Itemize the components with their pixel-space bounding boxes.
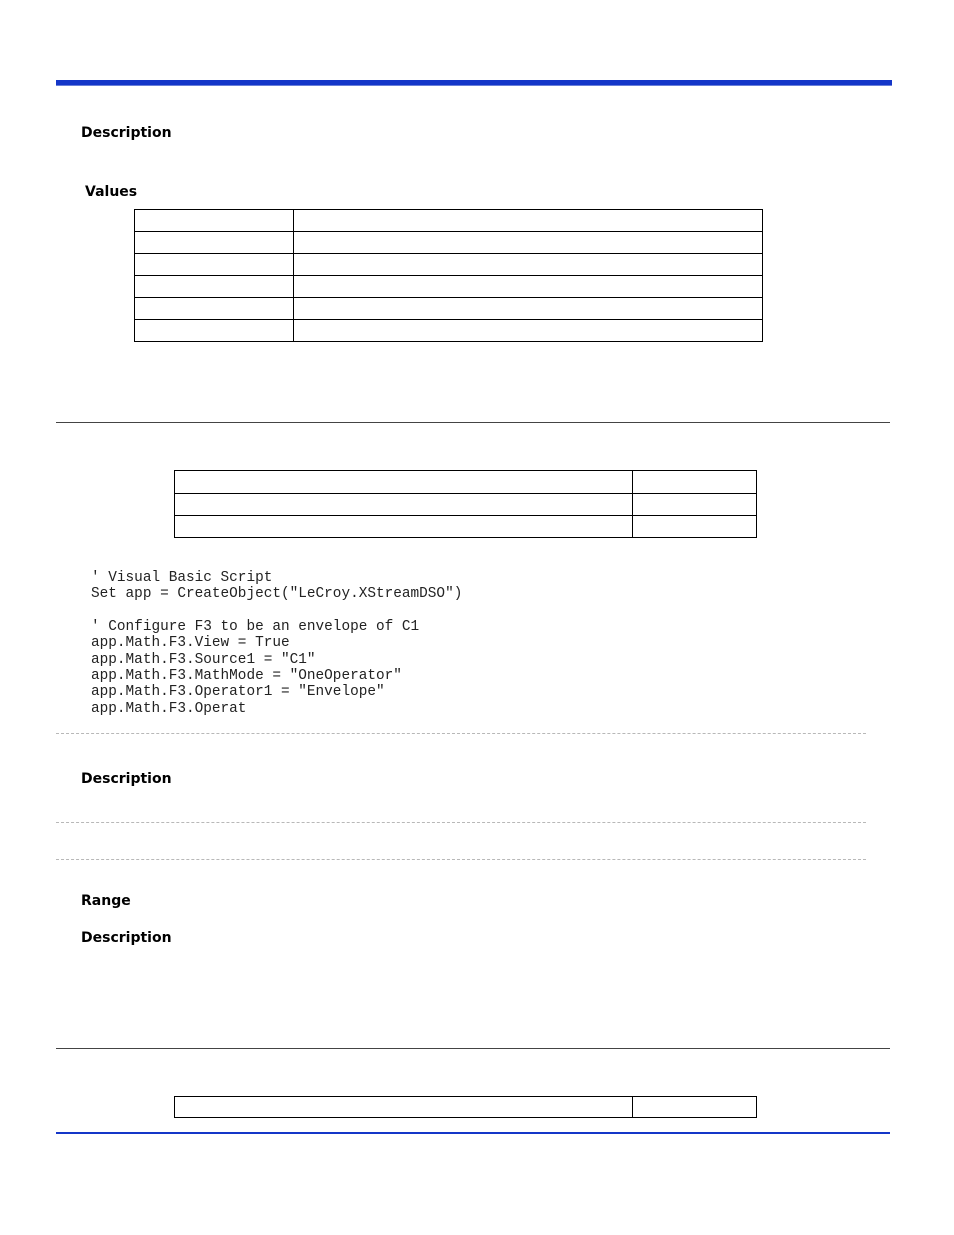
table-cell — [135, 276, 294, 298]
table-cell — [135, 320, 294, 342]
values-heading: Values — [85, 184, 138, 200]
description-heading-2: Description — [81, 771, 172, 787]
table-cell — [294, 298, 763, 320]
table-cell — [135, 210, 294, 232]
code-line: app.Math.F3.View = True — [91, 635, 290, 652]
section-divider — [56, 1048, 890, 1049]
table-cell — [175, 516, 633, 538]
table-cell — [294, 254, 763, 276]
dashed-divider — [56, 733, 866, 734]
footer-rule — [56, 1132, 890, 1134]
dashed-divider — [56, 822, 866, 823]
type-table — [174, 470, 757, 538]
description-heading-1: Description — [81, 125, 172, 141]
table-cell — [175, 471, 633, 494]
table-cell — [175, 1097, 633, 1118]
table-row — [135, 276, 763, 298]
table-row — [175, 494, 757, 516]
table-cell — [633, 494, 757, 516]
code-line: app.Math.F3.Operat — [91, 700, 247, 717]
table-cell — [294, 232, 763, 254]
range-heading: Range — [81, 893, 131, 909]
code-line: app.Math.F3.Operator1 = "Envelope" — [91, 684, 385, 701]
table-cell — [294, 276, 763, 298]
table-cell — [294, 320, 763, 342]
table-row — [135, 298, 763, 320]
section-divider — [56, 422, 890, 423]
dashed-divider — [56, 859, 866, 860]
code-line: ' Configure F3 to be an envelope of C1 — [91, 618, 420, 635]
values-table — [134, 209, 763, 342]
table-row — [175, 1097, 757, 1118]
code-line: Set app = CreateObject("LeCroy.XStreamDSO") — [91, 586, 463, 603]
table-row — [135, 210, 763, 232]
code-line — [91, 603, 462, 619]
table-row — [175, 471, 757, 494]
table-row — [175, 516, 757, 538]
table-cell — [294, 210, 763, 232]
table-cell — [135, 254, 294, 276]
table-row — [135, 320, 763, 342]
header-rule-underline — [56, 85, 892, 86]
table-cell — [135, 298, 294, 320]
code-line: app.Math.F3.Source1 = "C1" — [91, 651, 316, 668]
type-table-2 — [174, 1096, 757, 1118]
table-cell — [633, 516, 757, 538]
table-cell — [633, 1097, 757, 1118]
description-heading-3: Description — [81, 930, 172, 946]
table-cell — [633, 471, 757, 494]
code-line: ' Visual Basic Script — [91, 570, 273, 586]
table-cell — [175, 494, 633, 516]
table-cell — [135, 232, 294, 254]
code-line: app.Math.F3.MathMode = "OneOperator" — [91, 667, 402, 684]
table-row — [135, 232, 763, 254]
table-row — [135, 254, 763, 276]
code-example — [91, 570, 462, 717]
